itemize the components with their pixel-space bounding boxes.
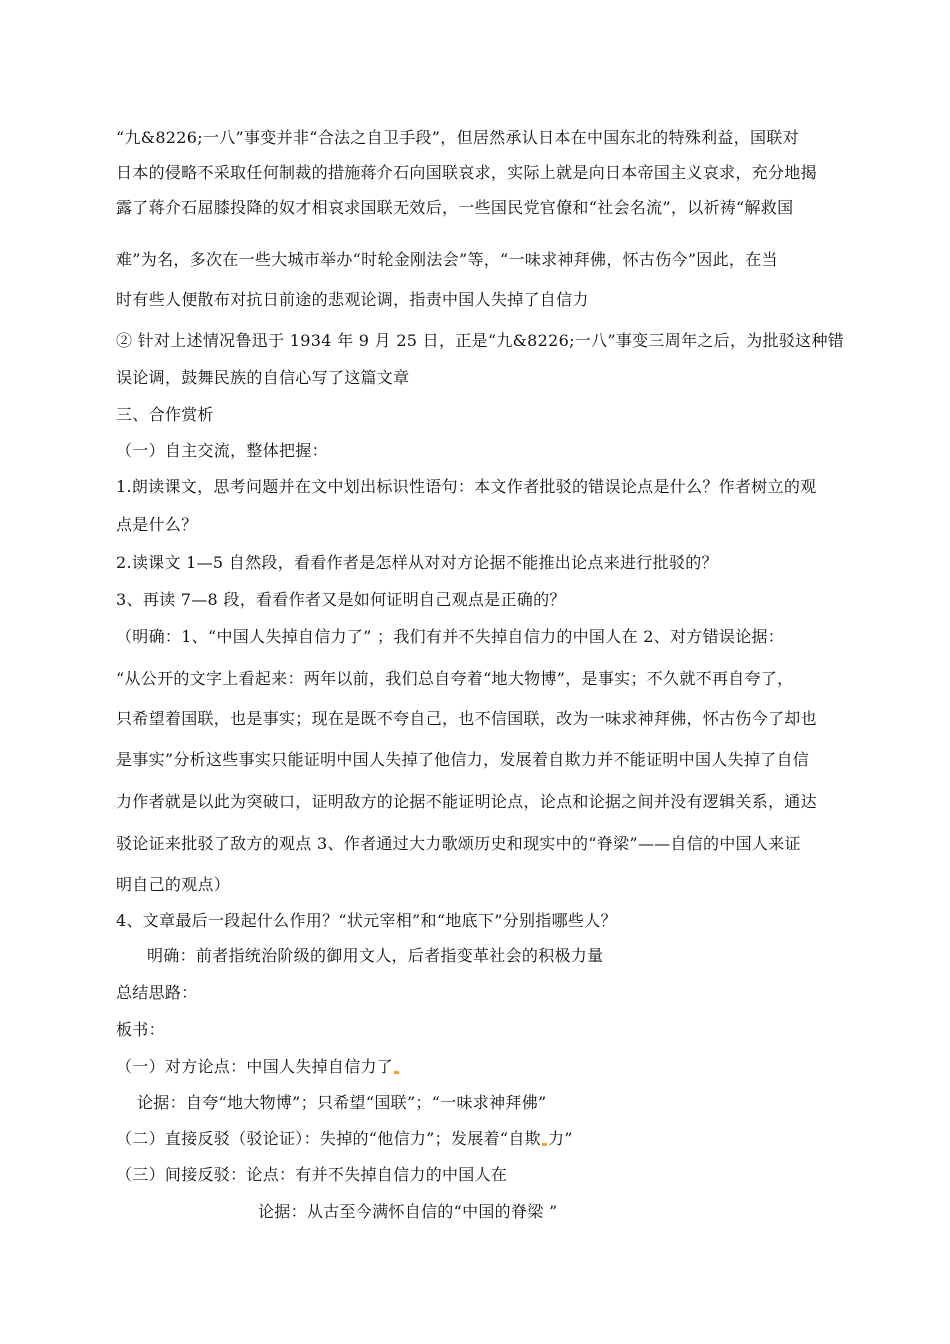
board-line: （三）间接反驳：论点：有并不失掉自信力的中国人在 <box>116 1165 508 1184</box>
subsection-heading: （一）自主交流，整体把握： <box>116 441 328 460</box>
board-text: 力” <box>547 1129 573 1148</box>
paragraph-line: ② 针对上述情况鲁迅于 1934 年 9 月 25 日，正是“九&8226;一八”事变三周年之后，为批驳这种错 <box>116 331 845 350</box>
paragraph-line: 时有些人便散布对抗日前途的悲观论调，指责中国人失掉了自信力 <box>116 290 589 309</box>
answer-line: 是事实”分析这些事实只能证明中国人失掉了他信力，发展着自欺力并不能证明中国人失掉了自信 <box>116 750 810 769</box>
board-line <box>116 1056 400 1078</box>
board-text: （二）直接反驳（驳论证）：失掉的“他信力”；发展着“自欺 <box>116 1129 541 1148</box>
paragraph-line: 日本的侵略不采取任何制裁的措施蒋介石向国联哀求，实际上就是向日本帝国主义哀求，充分地揭 <box>116 163 817 182</box>
paragraph-line: 误论调，鼓舞民族的自信心写了这篇文章 <box>116 368 410 387</box>
board-text: （一）对方论点：中国人失掉自信力了 <box>116 1057 394 1076</box>
question-line: 2.读课文 1—5 自然段，看看作者是怎样从对对方论据不能推出论点来进行批驳的？ <box>116 553 718 572</box>
answer-line: 力作者就是以此为突破口，证明敌方的论据不能证明论点，论点和论据之间并没有逻辑关系，通达 <box>116 792 817 811</box>
answer-line: （明确：1、“中国人失掉自信力了” ；我们有并不失掉自信力的中国人在 2、对方错误论据： <box>116 627 785 646</box>
answer-line: “从公开的文字上看起来：两年以前，我们总自夸着“地大物博”，是事实；不久就不再自夸了， <box>116 669 794 688</box>
paragraph-line: 露了蒋介石屈膝投降的奴才相哀求国联无效后，一些国民党官僚和“社会名流”，以祈祷“解救国 <box>116 198 794 217</box>
summary-label: 总结思路： <box>116 983 198 1002</box>
question-line: 1.朗读课文，思考问题并在文中划出标识性语句：本文作者批驳的错误论点是什么？作者树立的观 <box>116 477 817 496</box>
highlight-mark <box>394 1071 399 1074</box>
board-label: 板书： <box>116 1020 165 1039</box>
answer-line: 驳论证来批驳了敌方的观点 3、作者通过大力歌颂历史和现实中的“脊梁”——自信的中国人来证 <box>116 834 801 853</box>
question-line: 4、文章最后一段起什么作用？“状元宰相”和“地底下”分别指哪些人？ <box>116 911 617 930</box>
question-line: 点是什么？ <box>116 515 198 534</box>
board-line <box>116 1128 573 1150</box>
answer-line: 明自己的观点） <box>116 875 231 894</box>
answer-line: 明确：前者指统治阶级的御用文人，后者指变革社会的积极力量 <box>147 946 604 965</box>
answer-line: 只希望着国联，也是事实；现在是既不夸自己，也不信国联，改为一味求神拜佛，怀古伤今了却也 <box>116 709 817 728</box>
board-line: 论据：从古至今满怀自信的“中国的脊梁 ” <box>258 1202 558 1221</box>
paragraph-line: “九&8226;一八”事变并非“合法之自卫手段”，但居然承认日本在中国东北的特殊利益，国联对 <box>116 128 799 147</box>
question-line: 3、再读 7—8 段，看看作者又是如何证明自己观点是正确的？ <box>116 590 566 609</box>
section-heading: 三、合作赏析 <box>116 405 214 424</box>
highlight-mark <box>542 1143 547 1146</box>
board-line: 论据：自夸“地大物博”；只希望“国联”；“一味求神拜佛” <box>137 1093 547 1112</box>
paragraph-line: 难”为名，多次在一些大城市举办“时轮金刚法会”等，“一味求神拜佛，怀古伤今”因此，在当 <box>116 250 778 269</box>
